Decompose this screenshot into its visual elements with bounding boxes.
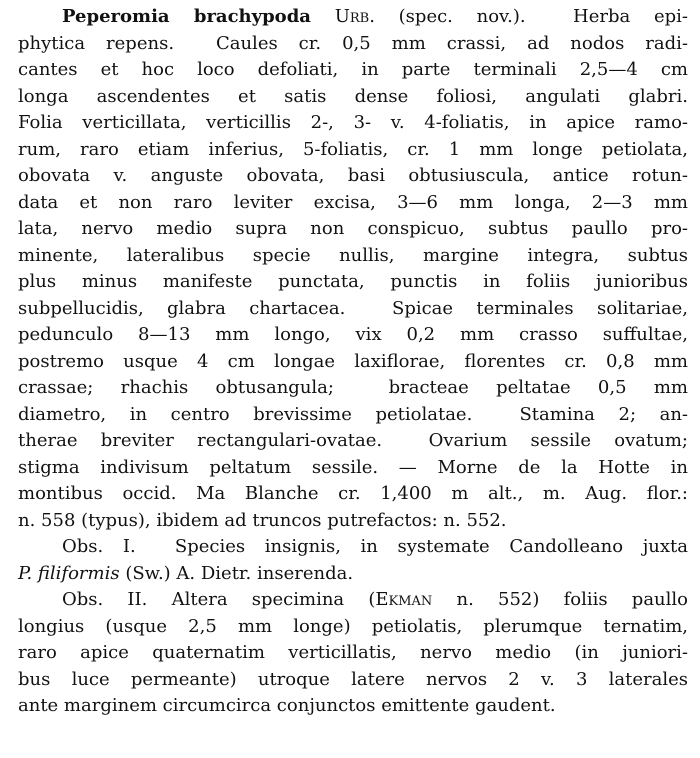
text-line bbox=[18, 163, 688, 190]
text-line bbox=[18, 587, 688, 614]
text-line bbox=[18, 402, 688, 429]
text-run: n. 558 (typus), ibidem ad truncos putrefactos: n. 552. bbox=[18, 509, 507, 531]
text-line bbox=[18, 190, 688, 217]
text-run: Urb. bbox=[334, 6, 375, 27]
text-line bbox=[18, 84, 688, 111]
text-run: Folia verticillata, verticillis 2-, 3- v. 4-foliatis, in apice ramo- bbox=[18, 112, 688, 133]
text-run: Obs. I. Species insignis, in systemate Candolleano juxta bbox=[62, 536, 688, 557]
text-run: data et non raro leviter excisa, 3—6 mm longa, 2—3 mm bbox=[18, 191, 688, 213]
text-run: longa ascendentes et satis dense foliosi, angulati glabri. bbox=[18, 85, 688, 107]
text-line bbox=[18, 57, 688, 84]
paragraph bbox=[18, 534, 688, 587]
text-line bbox=[18, 508, 688, 535]
text-run: Ekman bbox=[375, 589, 433, 610]
text-run: rum, raro etiam inferius, 5-foliatis, cr. 1 mm longe petiolata, bbox=[18, 138, 688, 160]
text-run: subpellucidis, glabra chartacea. Spicae terminales solitariae, bbox=[18, 297, 688, 319]
text-line bbox=[18, 349, 688, 376]
text-run: cantes et hoc loco defoliati, in parte terminali 2,5—4 cm bbox=[18, 59, 688, 80]
text-line bbox=[18, 428, 688, 455]
text-line bbox=[18, 243, 688, 270]
paragraph bbox=[18, 587, 688, 720]
text-line bbox=[18, 667, 688, 694]
text-line bbox=[18, 375, 688, 402]
text-line bbox=[18, 216, 688, 243]
text-run: raro apice quaternatim verticillatis, nervo medio (in juniori- bbox=[18, 642, 688, 663]
species-description-text bbox=[18, 4, 688, 720]
text-run: n. 552) foliis paullo bbox=[432, 589, 688, 610]
text-line bbox=[18, 296, 688, 323]
text-line bbox=[18, 455, 688, 482]
text-run: lata, nervo medio supra non conspicuo, subtus paullo pro- bbox=[18, 218, 688, 239]
text-line bbox=[18, 481, 688, 508]
text-line bbox=[18, 534, 688, 561]
text-line bbox=[18, 561, 688, 588]
text-run: Peperomia brachypoda bbox=[62, 6, 311, 27]
text-run: minente, lateralibus specie nullis, margine integra, subtus bbox=[18, 244, 688, 266]
text-line bbox=[18, 322, 688, 349]
text-line bbox=[18, 693, 688, 720]
text-run: montibus occid. Ma Blanche cr. 1,400 m alt., m. Aug. flor.: bbox=[18, 483, 688, 504]
text-run: obovata v. anguste obovata, basi obtusiuscula, antice rotun- bbox=[18, 165, 688, 186]
text-line bbox=[18, 269, 688, 296]
text-run: ante marginem circumcirca conjunctos emittente gaudent. bbox=[18, 695, 556, 716]
text-run: bus luce permeante) utroque latere nervos 2 v. 3 laterales bbox=[18, 668, 688, 690]
text-run: plus minus manifeste punctata, punctis in foliis junioribus bbox=[18, 271, 688, 292]
text-run: (Sw.) A. Dietr. inserenda. bbox=[119, 562, 354, 584]
text-run: pedunculo 8—13 mm longo, vix 0,2 mm crasso suffultae, bbox=[18, 324, 688, 345]
text-run: Obs. II. Altera specimina ( bbox=[62, 589, 376, 610]
text-run: postremo usque 4 cm longae laxiflorae, florentes cr. 0,8 mm bbox=[18, 350, 688, 372]
text-line bbox=[18, 614, 688, 641]
text-line bbox=[18, 110, 688, 137]
text-run: phytica repens. Caules cr. 0,5 mm crassi, ad nodos radi- bbox=[18, 32, 688, 54]
paragraph bbox=[18, 4, 688, 534]
text-run: crassae; rhachis obtusangula; bracteae peltatae 0,5 mm bbox=[18, 377, 688, 398]
text-run: diametro, in centro brevissime petiolatae. Stamina 2; an- bbox=[18, 403, 688, 425]
text-line bbox=[18, 4, 688, 31]
text-run: (spec. nov.). Herba epi- bbox=[374, 6, 688, 27]
text-line bbox=[18, 640, 688, 667]
text-run: P. filiformis bbox=[18, 562, 120, 584]
text-run bbox=[311, 6, 335, 27]
text-run: longius (usque 2,5 mm longe) petiolatis, plerumque ternatim, bbox=[18, 615, 688, 637]
text-run: therae breviter rectangulari-ovatae. Ovarium sessile ovatum; bbox=[18, 430, 688, 451]
text-line bbox=[18, 137, 688, 164]
text-run: stigma indivisum peltatum sessile. — Morne de la Hotte in bbox=[18, 456, 688, 478]
text-line bbox=[18, 31, 688, 58]
